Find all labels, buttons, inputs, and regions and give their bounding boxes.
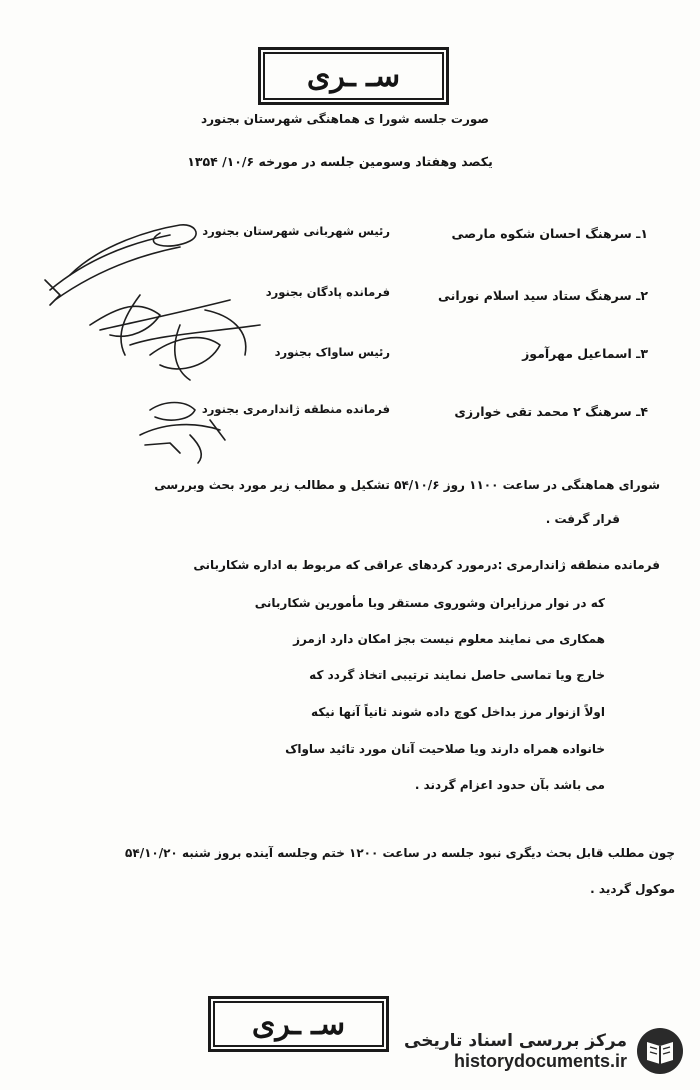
intro-line-1: شورای هماهنگی در ساعت ۱۱۰۰ روز ۵۴/۱۰/۶ تشکیل و مطالب زیر مورد بحث وبررسی (154, 478, 660, 492)
member-role: رئیس شهربانی شهرستان بجنورد (202, 224, 390, 238)
secret-stamp-bottom (208, 996, 389, 1052)
closing-line-2: موکول گردید . (590, 882, 675, 896)
item-line: خانواده همراه دارند ویا صلاحیت آنان مورد تائید ساواک (285, 742, 605, 756)
archive-name: مرکز بررسی اسناد تاریخی (404, 1030, 627, 1051)
item-line: فرمانده منطقه ژاندارمری :درمورد کردهای عراقی که مربوط به اداره شکاربانی (193, 558, 660, 572)
book-emblem-icon (635, 1026, 685, 1076)
member-role: رئیس ساواک بجنورد (274, 345, 390, 359)
document-title: صورت جلسه شورا ی هماهنگی شهرستان بجنورد (200, 112, 490, 126)
member-name: ۲ـ سرهنگ ستاد سید اسلام نورانی (437, 288, 648, 303)
item-line: می باشد بآن حدود اعزام گردند . (414, 778, 605, 792)
secret-stamp-top (258, 47, 449, 105)
member-role: فرمانده منطقه ژاندارمری بجنورد (201, 402, 390, 416)
member-name: ۳ـ اسماعیل مهرآموز (522, 346, 648, 361)
secret-stamp-bottom-text: سـ ـرى (251, 1006, 346, 1042)
handwritten-signatures (30, 205, 290, 475)
closing-line-1: چون مطلب قابل بحث دیگری نبود جلسه در ساعت ۱۲۰۰ ختم وجلسه آینده بروز شنبه ۵۴/۱۰/۲۰ (125, 846, 675, 860)
item-line: همکاری می نمایند معلوم نیست بجز امکان دارد ازمرز (293, 632, 605, 646)
member-role: فرمانده پادگان بجنورد (265, 285, 390, 299)
member-name: ۱ـ سرهنگ احسان شکوه مارصی (451, 226, 648, 241)
session-line: یکصد وهفتاد وسومین جلسه در مورخه ۱۰/۶/ ۱۳۵۴ (187, 154, 493, 169)
archive-url: historydocuments.ir (453, 1050, 627, 1071)
member-name: ۴ـ سرهنگ ۲ محمد تقی خوارزی (454, 404, 648, 419)
item-line: اولاً ازنوار مرز بداخل کوچ داده شوند ثانیاً آنها نیکه (311, 705, 605, 719)
item-line: که در نوار مرزایران وشوروی مستقر وبا مأمورین شکاربانی (254, 596, 605, 610)
secret-stamp-top-text: سـ ـرى (306, 58, 401, 94)
item-line: خارج ویا تماسی حاصل نمایند ترتیبی اتخاذ گردد که (309, 668, 605, 682)
archive-watermark (385, 1020, 685, 1082)
intro-line-2: قرار گرفت . (545, 512, 620, 526)
